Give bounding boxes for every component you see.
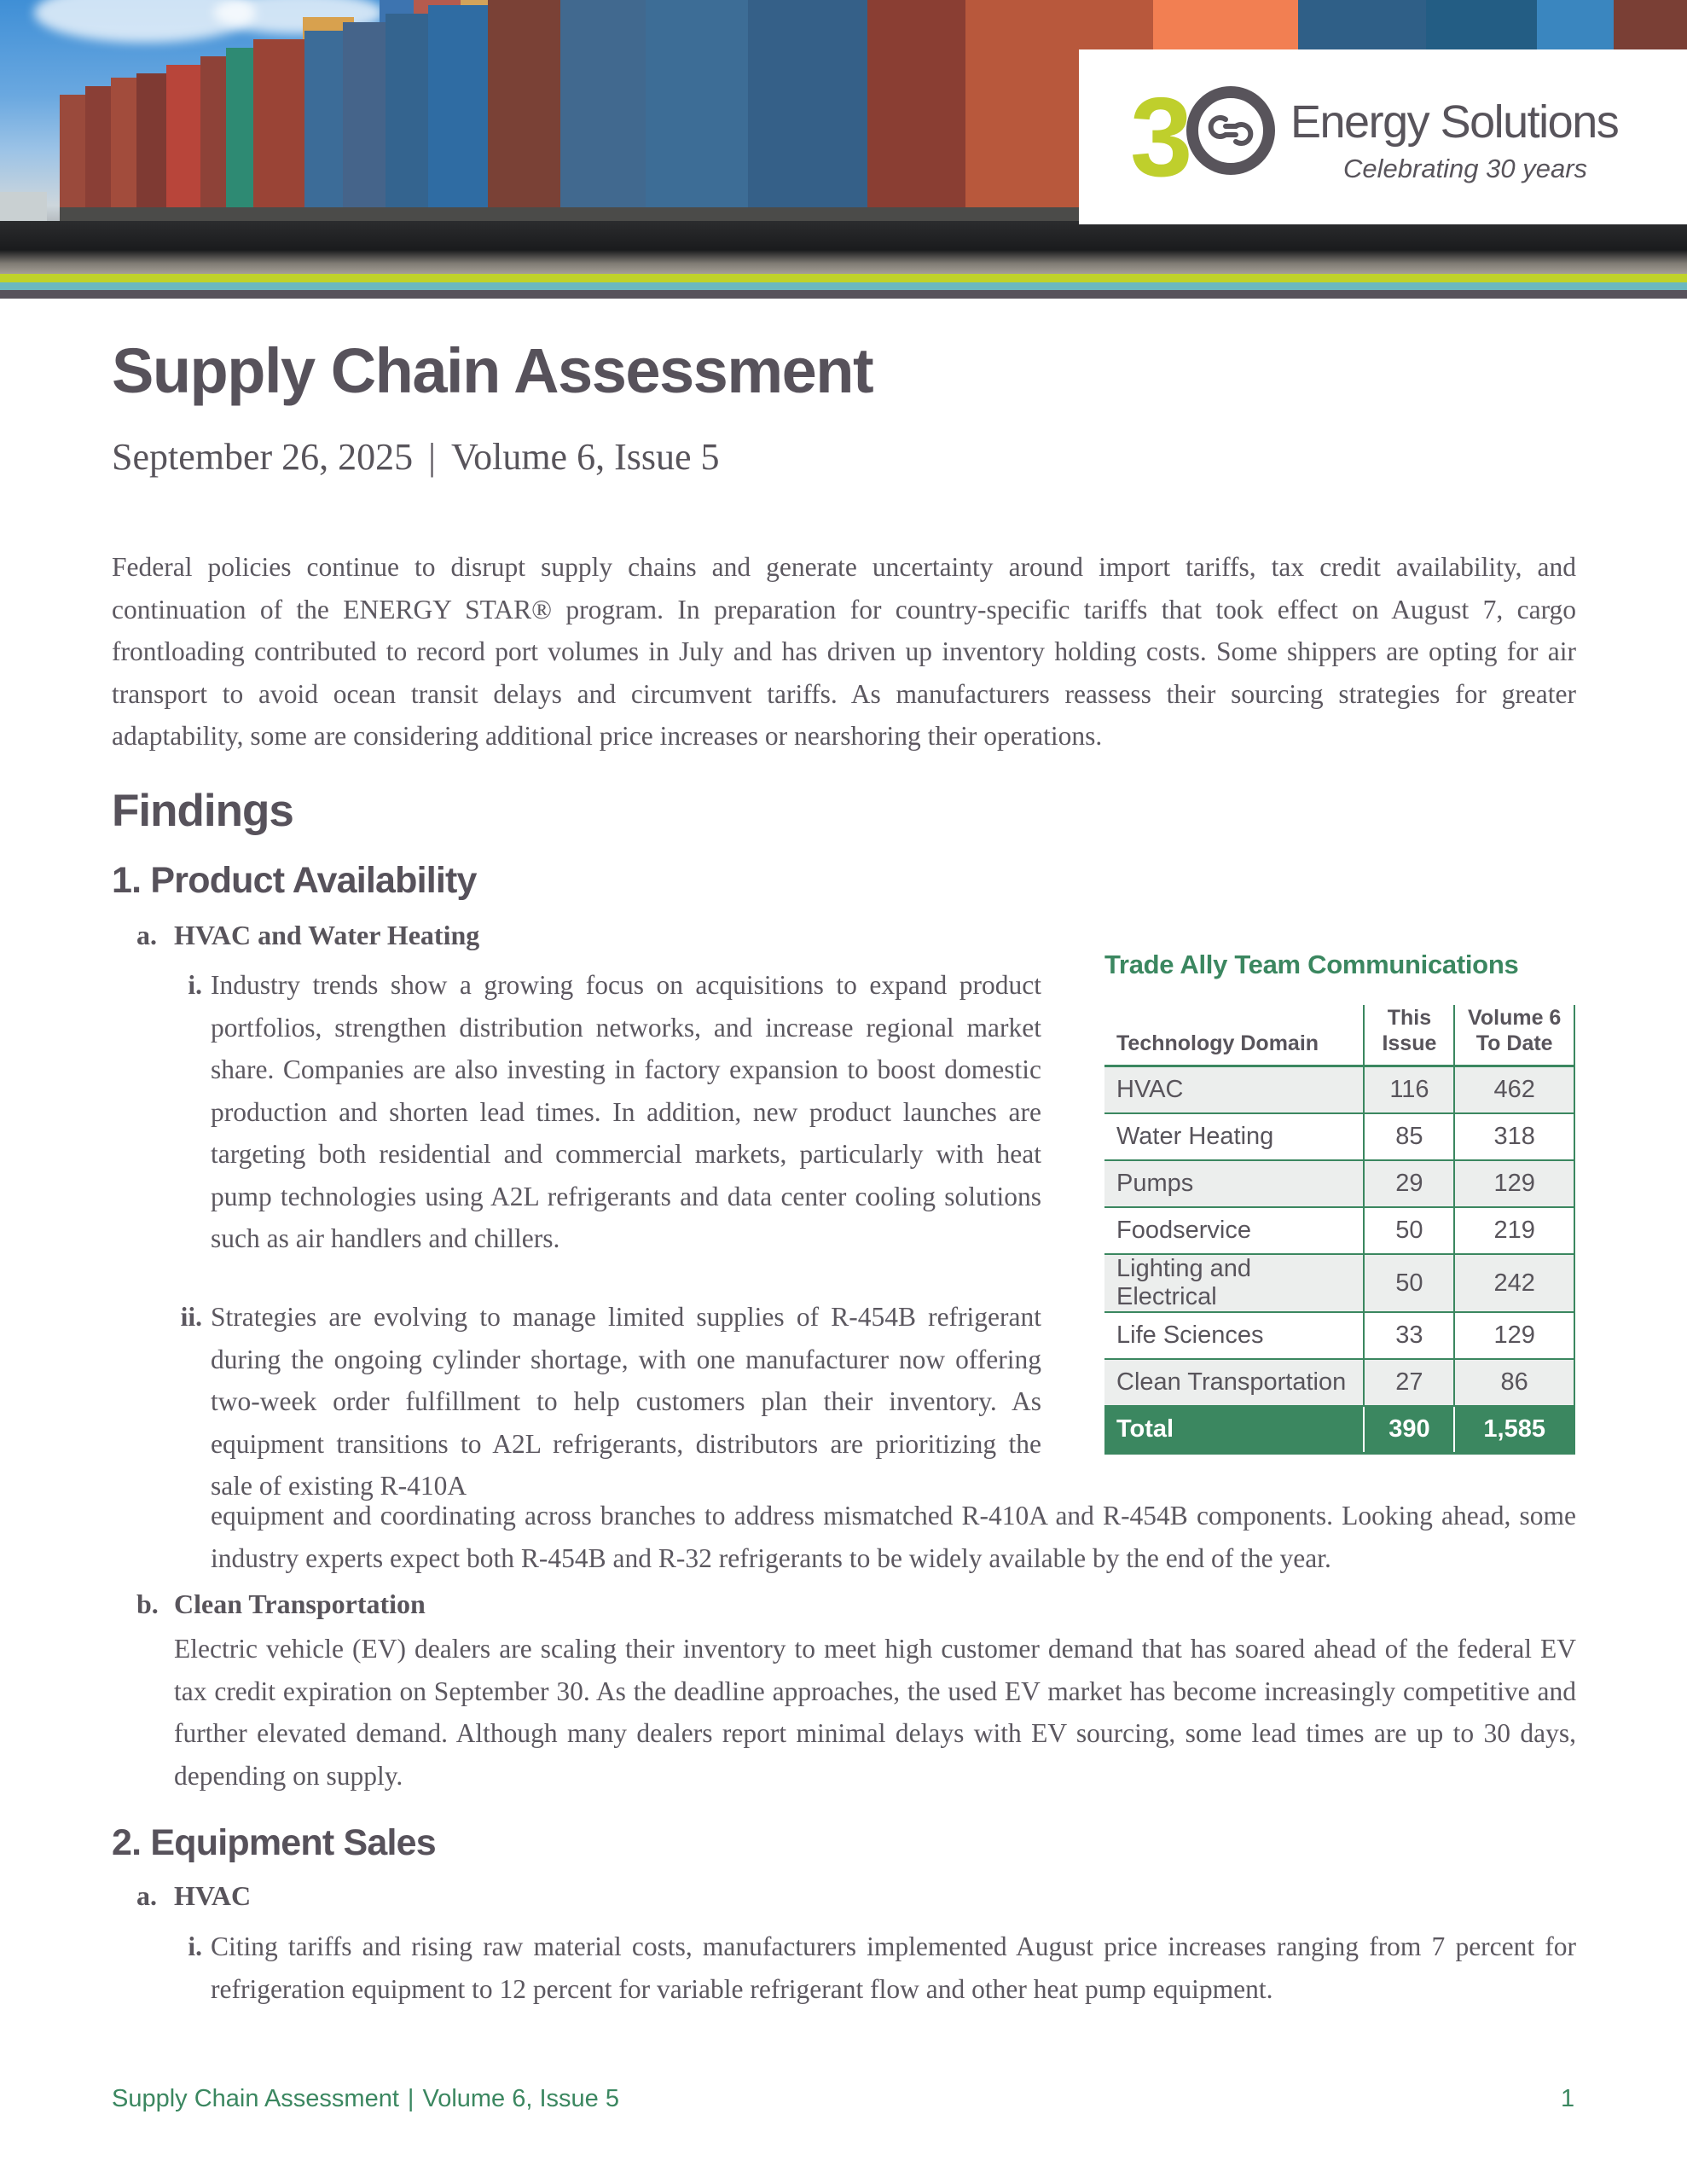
subsection-marker: b. xyxy=(136,1589,159,1619)
page-title: Supply Chain Assessment xyxy=(112,335,873,406)
list-marker: i. xyxy=(188,1931,202,1961)
table-row xyxy=(1104,1113,1574,1160)
list-item-refrigerant-strategies-continued: equipment and coordinating across branches to address mismatched R-410A and R-454B components. Looking ahead, some industry experts expect both R-454B and R-32 refrigerants to be widely available by the end of the year. xyxy=(211,1501,1576,1573)
cell-this-issue: 116 xyxy=(1364,1066,1454,1114)
footer-doc-title: Supply Chain Assessment xyxy=(112,2085,399,2112)
footer-separator: | xyxy=(407,2085,415,2112)
table-row xyxy=(1104,1160,1574,1207)
cell-domain: Water Heating xyxy=(1104,1113,1364,1160)
header-photo xyxy=(0,0,1687,274)
section-heading-equipment-sales: 2. Equipment Sales xyxy=(112,1822,436,1863)
cell-this-issue: 29 xyxy=(1364,1160,1454,1207)
accent-stripe-gray xyxy=(0,290,1687,299)
header-line: Volume 6 xyxy=(1468,1006,1562,1030)
subsection-heading-hvac-water-heating xyxy=(136,920,479,951)
logo-ring xyxy=(1192,92,1269,169)
clean-transportation-paragraph: Electric vehicle (EV) dealers are scaling their inventory to meet high customer demand that has soared ahead of the federal EV tax credit expiration on September 30. As the deadline approaches, the used EV market has become increasingly competitive and further elevated demand. Although many dealers report minimal delays with EV sourcing, some lead times are up to 30 days, depending on supply. xyxy=(174,1634,1576,1791)
section-heading-product-availability: 1. Product Availability xyxy=(112,860,477,901)
linked-chain-circle-icon xyxy=(1211,118,1251,143)
cell-to-date: 462 xyxy=(1454,1066,1574,1114)
list-item-refrigerant-strategies xyxy=(180,1296,1041,1507)
logo-30-mark xyxy=(1130,82,1275,184)
list-marker: ii. xyxy=(180,1302,202,1332)
table-row xyxy=(1104,1359,1574,1406)
issue-subtitle xyxy=(112,435,720,479)
list-item-text: Citing tariffs and rising raw material costs, manufacturers implemented August price increases ranging from 7 percent for refrigeration equipment to 12 percent for variable refrigerant flow and other heat pump equipment. xyxy=(211,1931,1576,2004)
page-number: 1 xyxy=(1561,2085,1575,2112)
table-row xyxy=(1104,1312,1574,1359)
table-total-row xyxy=(1104,1406,1574,1454)
subsection-heading-clean-transportation xyxy=(136,1589,426,1620)
header-line: To Date xyxy=(1475,1031,1553,1055)
cell-this-issue: 33 xyxy=(1364,1312,1454,1359)
company-logo xyxy=(1079,49,1687,224)
table-row xyxy=(1104,1254,1574,1312)
header-line: Issue xyxy=(1382,1031,1437,1055)
header-line: This xyxy=(1387,1006,1432,1030)
table-header-row xyxy=(1104,1005,1574,1066)
subsection-title: Clean Transportation xyxy=(174,1589,426,1619)
volume-issue: Volume 6, Issue 5 xyxy=(450,436,720,478)
company-name: Energy Solutions xyxy=(1290,96,1619,148)
intro-paragraph: Federal policies continue to disrupt supply chains and generate uncertainty around import tariffs, tax credit availability, and continuation of the ENERGY STAR® program. In preparation for country-specific tariffs that took effect on August 7, cargo frontloading contributed to record port volumes in July and has driven up inventory holding costs. Some shippers are opting for air transport to avoid ocean transit delays and circumvent tariffs. As manufacturers reassess their sourcing strategies for greater adaptability, some are considering additional price increases or nearshoring their operations. xyxy=(112,552,1576,751)
subsection-title: HVAC xyxy=(174,1880,252,1911)
accent-stripe-lime xyxy=(0,274,1687,282)
cell-to-date: 242 xyxy=(1454,1254,1574,1312)
cell-domain: HVAC xyxy=(1104,1066,1364,1114)
cell-to-date: 129 xyxy=(1454,1312,1574,1359)
subsection-title: HVAC and Water Heating xyxy=(174,920,480,950)
subsection-heading-hvac xyxy=(136,1880,251,1912)
cell-this-issue: 50 xyxy=(1364,1254,1454,1312)
cell-this-issue: 50 xyxy=(1364,1207,1454,1254)
list-item-price-increases xyxy=(188,1926,1576,2010)
column-header-volume-to-date xyxy=(1454,1005,1574,1066)
cell-domain: Clean Transportation xyxy=(1104,1359,1364,1406)
cell-total-to-date: 1,585 xyxy=(1454,1406,1574,1454)
cell-to-date: 318 xyxy=(1454,1113,1574,1160)
list-marker: i. xyxy=(188,970,202,1000)
logo-number-3: 3 xyxy=(1130,82,1193,184)
footer-title xyxy=(112,2085,619,2113)
cell-to-date: 219 xyxy=(1454,1207,1574,1254)
subtitle-separator: | xyxy=(428,436,436,478)
cell-to-date: 129 xyxy=(1454,1160,1574,1207)
findings-heading: Findings xyxy=(112,786,293,836)
cell-domain: Pumps xyxy=(1104,1160,1364,1207)
footer-volume-issue: Volume 6, Issue 5 xyxy=(422,2085,619,2112)
list-item-text-narrow: Strategies are evolving to manage limited supplies of R-454B refrigerant during the ongoing cylinder shortage, with one manufacturer now offering two-week order fulfillment to help customers plan their inventory. As equipment transitions to A2L refrigerants, distributors are prioritizing the sale of existing R-410A xyxy=(211,1302,1041,1501)
cell-total-label: Total xyxy=(1104,1406,1364,1454)
issue-date: September 26, 2025 xyxy=(112,436,414,478)
accent-stripe-teal xyxy=(0,282,1687,290)
cell-this-issue: 85 xyxy=(1364,1113,1454,1160)
cell-domain: Foodservice xyxy=(1104,1207,1364,1254)
table-row xyxy=(1104,1066,1574,1114)
subsection-marker: a. xyxy=(136,1880,157,1911)
column-header-technology-domain: Technology Domain xyxy=(1104,1005,1364,1066)
table-title: Trade Ally Team Communications xyxy=(1104,950,1519,979)
trade-ally-communications-table xyxy=(1104,1005,1575,1455)
cell-total-this-issue: 390 xyxy=(1364,1406,1454,1454)
cell-to-date: 86 xyxy=(1454,1359,1574,1406)
cell-domain: Lighting and Electrical xyxy=(1104,1254,1364,1312)
cell-domain: Life Sciences xyxy=(1104,1312,1364,1359)
list-item-acquisitions xyxy=(188,964,1041,1260)
column-header-this-issue xyxy=(1364,1005,1454,1066)
list-item-text: Industry trends show a growing focus on acquisitions to expand product portfolios, strengthen distribution networks, and increase regional market share. Companies are also investing in factory expansion to boost domestic production and shorten lead times. In addition, new product launches are targeting both residential and commercial markets, particularly with heat pump technologies using A2L refrigerants and data center cooling solutions such as air handlers and chillers. xyxy=(211,970,1041,1253)
subsection-marker: a. xyxy=(136,920,157,950)
cell-this-issue: 27 xyxy=(1364,1359,1454,1406)
company-tagline: Celebrating 30 years xyxy=(1343,154,1588,183)
table-row xyxy=(1104,1207,1574,1254)
